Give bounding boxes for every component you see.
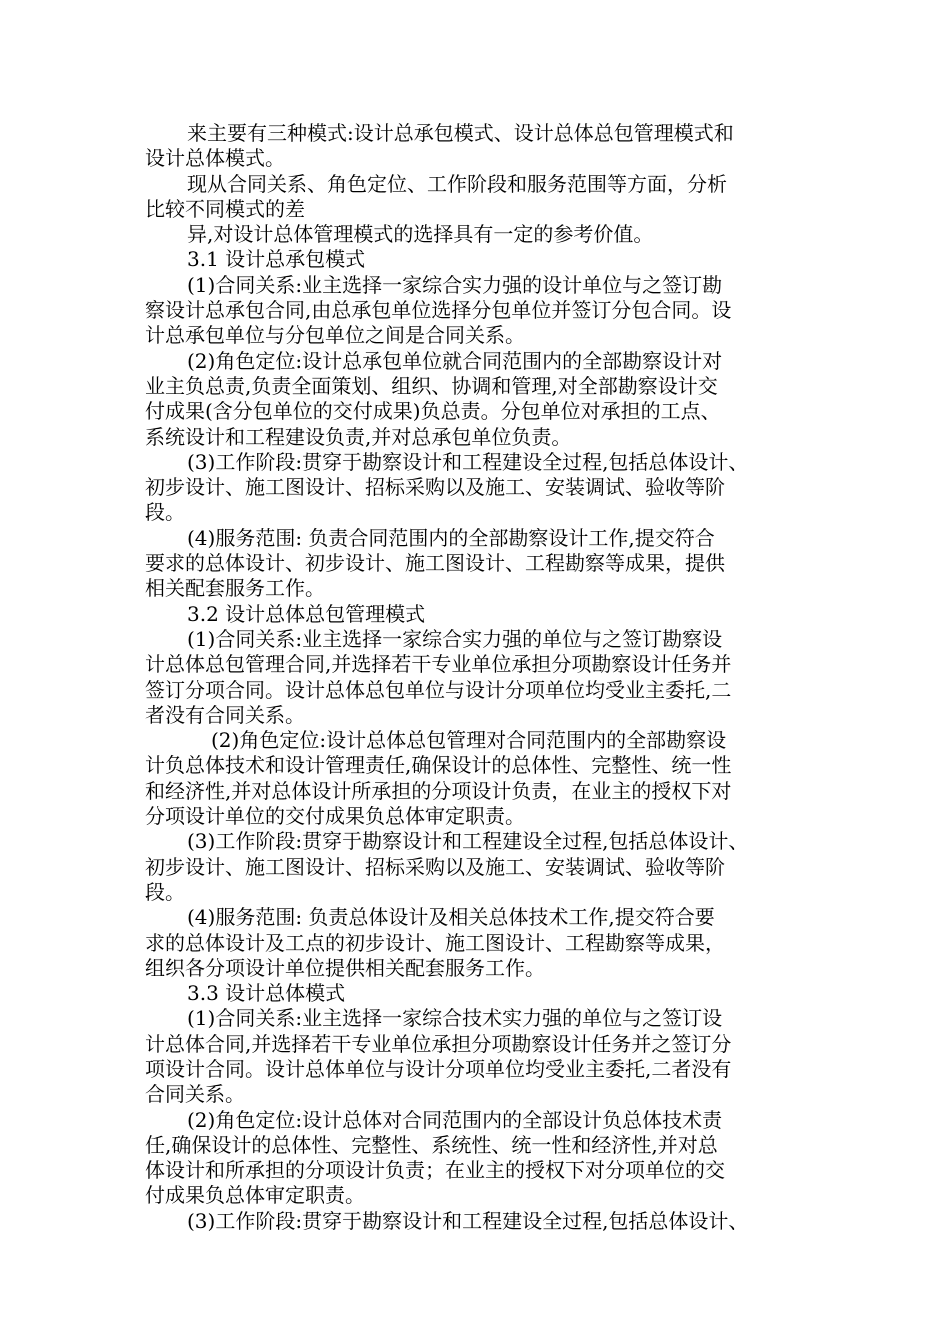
text-line: 现从合同关系、角色定位、工作阶段和服务范围等方面，分析 xyxy=(187,171,727,196)
text-line: 分项设计单位的交付成果负总体审定职责。 xyxy=(145,804,525,829)
text-line: (2)角色定位:设计总体对合同范围内的全部设计负总体技术责 xyxy=(187,1107,723,1132)
text-line: 初步设计、施工图设计、招标采购以及施工、安装调试、验收等阶 xyxy=(145,475,725,500)
text-line: 求的总体设计及工点的初步设计、施工图设计、工程勘察等成果， xyxy=(145,930,725,955)
text-line: (1)合同关系:业主选择一家综合实力强的设计单位与之签订勘 xyxy=(187,272,723,297)
text-line: 要求的总体设计、初步设计、施工图设计、工程勘察等成果，提供 xyxy=(145,551,725,576)
text-line: 3.1 设计总承包模式 xyxy=(187,247,366,272)
text-line: 项设计合同。设计总体单位与设计分项单位均受业主委托,二者没有 xyxy=(145,1056,732,1081)
text-line: (1)合同关系:业主选择一家综合实力强的单位与之签订勘察设 xyxy=(187,626,723,651)
text-line: 任,确保设计的总体性、完整性、系统性、统一性和经济性,并对总 xyxy=(145,1132,718,1157)
text-line: 和经济性,并对总体设计所承担的分项设计负责，在业主的授权下对 xyxy=(145,778,732,803)
text-line: 设计总体模式。 xyxy=(145,146,285,171)
text-line: (2)角色定位:设计总承包单位就合同范围内的全部勘察设计对 xyxy=(187,348,723,373)
text-line: 初步设计、施工图设计、招标采购以及施工、安装调试、验收等阶 xyxy=(145,854,725,879)
text-line: 3.3 设计总体模式 xyxy=(187,981,346,1006)
text-line: 来主要有三种模式:设计总承包模式、设计总体总包管理模式和 xyxy=(187,121,734,145)
text-line: 业主负总责,负责全面策划、组织、协调和管理,对全部勘察设计交 xyxy=(145,373,718,398)
document-body xyxy=(145,121,825,1234)
text-line: 合同关系。 xyxy=(145,1082,245,1107)
text-line: 察设计总承包合同,由总承包单位选择分包单位并签订分包合同。设 xyxy=(145,298,732,323)
text-line: 计总体总包管理合同,并选择若干专业单位承担分项勘察设计任务并 xyxy=(145,652,732,677)
text-line: 计总承包单位与分包单位之间是合同关系。 xyxy=(145,323,525,348)
text-line: 签订分项合同。设计总体总包单位与设计分项单位均受业主委托,二 xyxy=(145,677,732,702)
text-line: 相关配套服务工作。 xyxy=(145,576,325,601)
document-page xyxy=(145,121,825,1234)
text-line: (3)工作阶段:贯穿于勘察设计和工程建设全过程,包括总体设计、 xyxy=(187,449,749,474)
text-line: (4)服务范围: 负责合同范围内的全部勘察设计工作,提交符合 xyxy=(187,525,715,550)
text-line: 体设计和所承担的分项设计负责；在业主的授权下对分项单位的交 xyxy=(145,1158,725,1183)
text-line: 计总体合同,并选择若干专业单位承担分项勘察设计任务并之签订分 xyxy=(145,1031,732,1056)
text-line: (1)合同关系:业主选择一家综合技术实力强的单位与之签订设 xyxy=(187,1006,723,1031)
text-line: 付成果(含分包单位的交付成果)负总责。分包单位对承担的工点、 xyxy=(145,399,721,424)
text-line: 计负总体技术和设计管理责任,确保设计的总体性、完整性、统一性 xyxy=(145,753,732,778)
text-line: 段。 xyxy=(145,500,185,525)
text-line: 付成果负总体审定职责。 xyxy=(145,1183,365,1208)
text-line: 组织各分项设计单位提供相关配套服务工作。 xyxy=(145,955,545,980)
text-line: 3.2 设计总体总包管理模式 xyxy=(187,601,426,626)
text-line: 系统设计和工程建设负责,并对总承包单位负责。 xyxy=(145,424,572,449)
text-line: (4)服务范围: 负责总体设计及相关总体技术工作,提交符合要 xyxy=(187,905,715,930)
text-line: (3)工作阶段:贯穿于勘察设计和工程建设全过程,包括总体设计、 xyxy=(187,1208,749,1233)
text-line: 比较不同模式的差 xyxy=(145,196,305,221)
text-line: 异,对设计总体管理模式的选择具有一定的参考价值。 xyxy=(187,222,654,247)
text-line: 段。 xyxy=(145,879,185,904)
text-line: (2)角色定位:设计总体总包管理对合同范围内的全部勘察设 xyxy=(211,728,727,753)
text-line: 者没有合同关系。 xyxy=(145,702,305,727)
text-line: (3)工作阶段:贯穿于勘察设计和工程建设全过程,包括总体设计、 xyxy=(187,829,749,854)
